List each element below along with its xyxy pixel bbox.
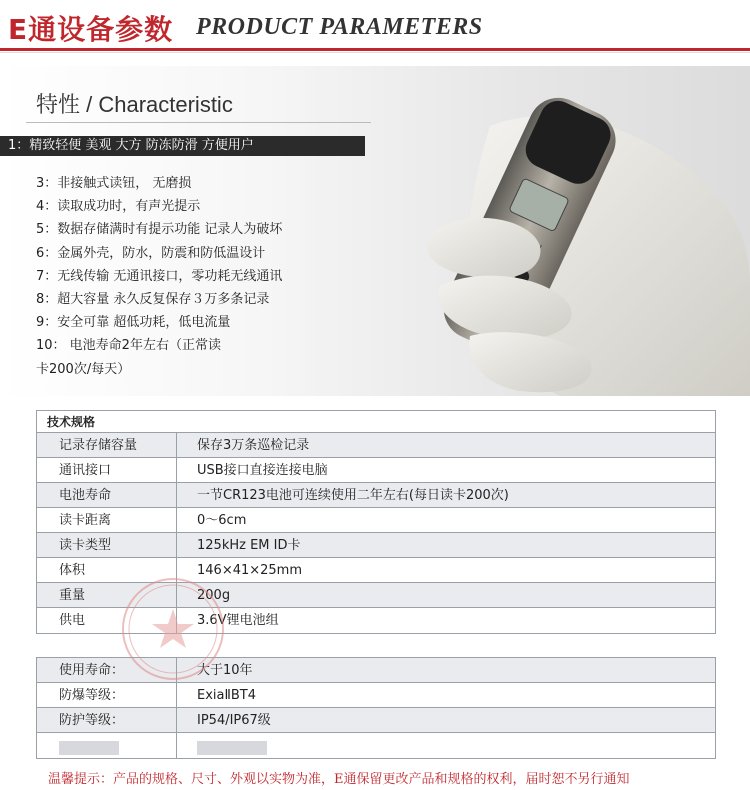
spec-label: 重量: [37, 583, 177, 607]
product-photo: [370, 86, 750, 396]
spec-value: 146×41×25mm: [197, 563, 303, 578]
header-divider-shadow: [0, 52, 750, 53]
spec-value: 3.6V锂电池组: [197, 613, 279, 628]
feature-item: 9：安全可靠 超低功耗，低电流量: [36, 315, 231, 331]
table-row: [37, 483, 715, 508]
feature-highlight-bar: 1：精致轻便 美观 大方 防冻防滑 方便用户: [0, 136, 365, 156]
spec-value: IP54/IP67级: [197, 713, 271, 728]
table-row: [37, 533, 715, 558]
spec-label: 读卡距离: [37, 508, 177, 532]
section-title: 特性 / Characteristic: [36, 92, 233, 117]
table-row: [37, 733, 715, 758]
spec-value: 200g: [197, 588, 231, 603]
feature-list: [36, 172, 356, 381]
spec-value: ExiaⅡBT4: [197, 688, 257, 703]
spec-value: 一节CR123电池可连续使用二年左右(每日读卡200次): [197, 488, 509, 503]
header-title-cn: E通设备参数: [8, 13, 174, 46]
feature-item: 10： 电池寿命2年左右（正常读: [36, 338, 221, 354]
spec-label: 读卡类型: [37, 533, 177, 557]
spec-value: 保存3万条巡检记录: [197, 438, 310, 453]
feature-item: 3：非接触式读钮， 无磨损: [36, 176, 192, 191]
section-rule: [26, 122, 371, 123]
seal-watermark: [118, 574, 228, 684]
spec-label: 通讯接口: [37, 458, 177, 482]
spec-label: 体积: [37, 558, 177, 582]
spec-label: 防护等级：: [37, 708, 177, 732]
footer-note: 温馨提示：产品的规格、尺寸、外观以实物为准，E通保留更改产品和规格的权利，届时恕不另行通知: [48, 772, 630, 787]
table-row: [37, 708, 715, 733]
feature-item: 4：读取成功时，有声光提示: [36, 199, 201, 215]
feature-item: 卡200次/每天）: [36, 361, 131, 377]
spec-table-header: 技术规格: [37, 411, 715, 433]
spec-value-empty: [177, 733, 715, 758]
spec-label-empty: [37, 733, 177, 758]
header-title-en: PRODUCT PARAMETERS: [196, 14, 483, 40]
spec-value: 大于10年: [197, 663, 253, 678]
spec-label: 使用寿命：: [37, 658, 177, 682]
spec-label: 电池寿命: [37, 483, 177, 507]
spec-label: 供电: [37, 608, 177, 633]
table-row: [37, 458, 715, 483]
table-row: [37, 683, 715, 708]
spec-label: 记录存储容量: [37, 433, 177, 457]
spec-value: 125kHz EM ID卡: [197, 538, 301, 553]
table-row: [37, 433, 715, 458]
spec-value: 0～6cm: [197, 513, 247, 528]
feature-item: 7：无线传输 无通讯接口，零功耗无线通讯: [36, 268, 283, 284]
feature-item: 6：金属外壳，防水，防震和防低温设计: [36, 245, 266, 261]
header-divider: [0, 48, 750, 51]
characteristic-section: [0, 66, 750, 396]
feature-item: 5：数据存储满时有提示功能 记录人为破坏: [36, 222, 283, 238]
redacted-placeholder: [197, 741, 267, 755]
spec-label: 防爆等级：: [37, 683, 177, 707]
page-header: [0, 0, 750, 54]
feature-item: 8：超大容量 永久反复保存３万多条记录: [36, 292, 270, 308]
table-row: [37, 508, 715, 533]
redacted-placeholder: [59, 741, 119, 755]
spec-value: USB接口直接连接电脑: [197, 463, 328, 478]
